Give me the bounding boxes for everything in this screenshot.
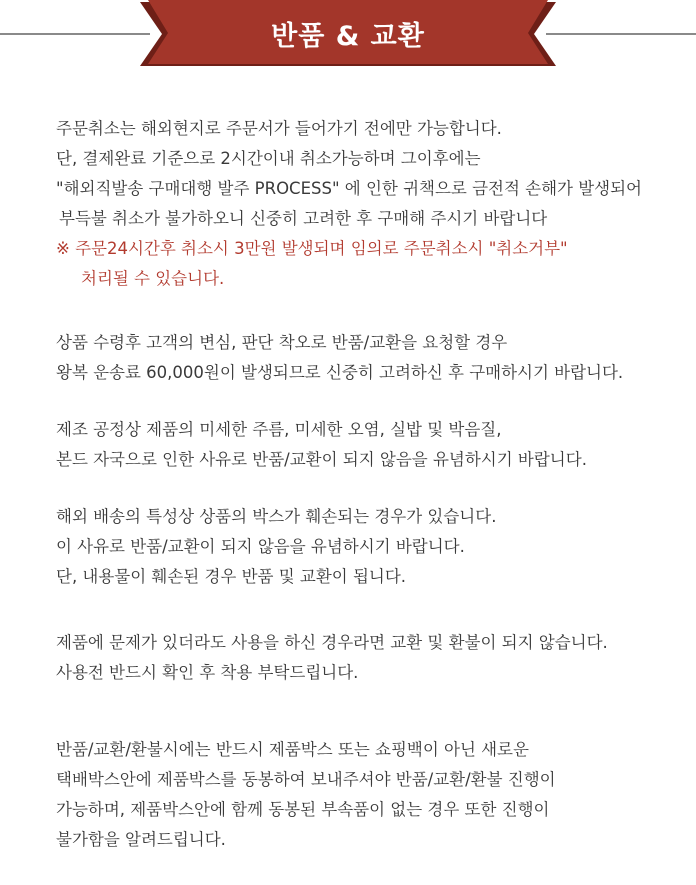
section-header <box>0 0 696 70</box>
policy-content <box>56 114 676 855</box>
text-line: 본드 자국으로 인한 사유로 반품/교환이 되지 않음을 유념하시기 바랍니다. <box>56 450 587 469</box>
used-product-paragraph <box>56 628 676 688</box>
header-divider-left <box>0 33 150 35</box>
text-line: "해외직발송 구매대행 발주 PROCESS" 에 인한 귀책으로 금전적 손해가 발생되어 <box>56 179 642 198</box>
return-packaging-paragraph <box>56 735 676 855</box>
text-line: 제조 공정상 제품의 미세한 주름, 미세한 오염, 실밥 및 박음질, <box>56 420 502 439</box>
text-line: 가능하며, 제품박스안에 함께 동봉된 부속품이 없는 경우 또한 진행이 <box>56 800 550 819</box>
title-ribbon <box>140 0 556 68</box>
text-line: 불가함을 알려드립니다. <box>56 830 226 849</box>
text-line: 해외 배송의 특성상 상품의 박스가 훼손되는 경우가 있습니다. <box>56 507 497 526</box>
text-line: 상품 수령후 고객의 변심, 판단 착오로 반품/교환을 요청할 경우 <box>56 333 508 352</box>
text-line: 단, 내용물이 훼손된 경우 반품 및 교환이 됩니다. <box>56 567 407 586</box>
text-line: 반품/교환/환불시에는 반드시 제품박스 또는 쇼핑백이 아닌 새로운 <box>56 740 529 759</box>
shipping-box-paragraph <box>56 502 676 592</box>
header-divider-right <box>546 33 696 35</box>
text-line: 단, 결제완료 기준으로 2시간이내 취소가능하며 그이후에는 <box>56 149 481 168</box>
cancel-policy-paragraph <box>56 114 676 294</box>
text-line: 왕복 운송료 60,000원이 발생되므로 신중히 고려하신 후 구매하시기 바랍니다. <box>56 363 624 382</box>
cancel-notice-line: ※ 주문24시간후 취소시 3만원 발생되며 임의로 주문취소시 "취소거부" <box>56 239 568 258</box>
text-line: 사용전 반드시 확인 후 착용 부탁드립니다. <box>56 663 359 682</box>
change-of-mind-paragraph <box>56 328 676 388</box>
text-line: 부득불 취소가 불가하오니 신중히 고려한 후 구매해 주시기 바랍니다 <box>59 209 548 228</box>
page-title: 반품 & 교환 <box>271 20 425 52</box>
cancel-notice-line: 처리될 수 있습니다. <box>81 269 225 288</box>
text-line: 주문취소는 해외현지로 주문서가 들어가기 전에만 가능합니다. <box>56 119 502 138</box>
text-line: 제품에 문제가 있더라도 사용을 하신 경우라면 교환 및 환불이 되지 않습니다. <box>56 633 608 652</box>
text-line: 이 사유로 반품/교환이 되지 않음을 유념하시기 바랍니다. <box>56 537 465 556</box>
manufacturing-defect-paragraph <box>56 415 676 475</box>
text-line: 택배박스안에 제품박스를 동봉하여 보내주셔야 반품/교환/환불 진행이 <box>56 770 556 789</box>
